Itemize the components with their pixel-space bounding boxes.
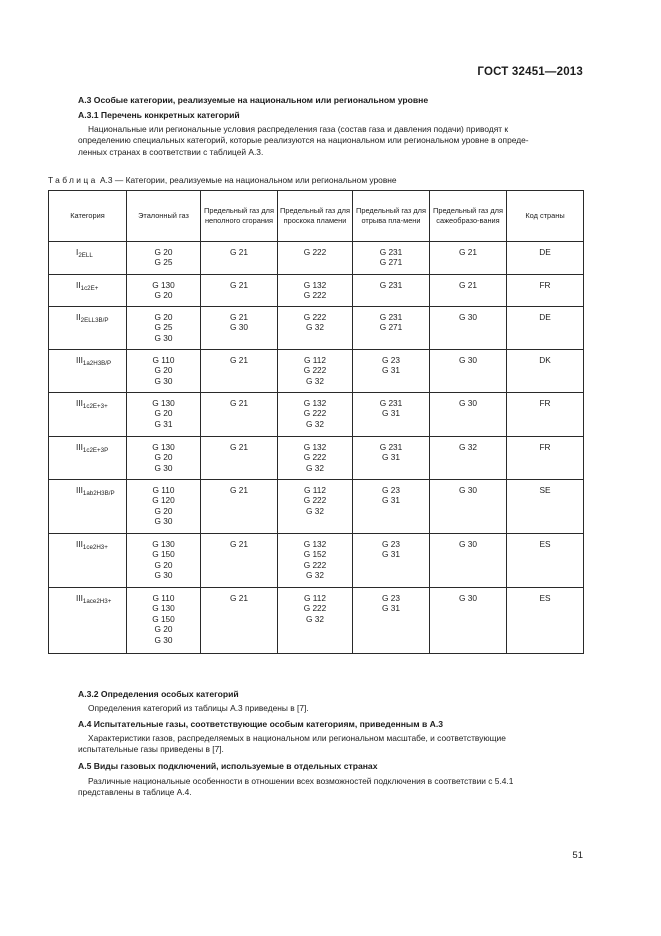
gas-value: G 132 [303,539,327,549]
gas-value: G 32 [306,462,324,473]
incomplete-combustion-cell [201,307,278,350]
gas-value: G 25 [154,322,173,333]
gas-value: G 112 [304,593,326,603]
gas-value: G 130 [152,539,175,549]
flashback-cell [278,350,353,393]
header-reference-gas: Эталонный газ [127,191,201,242]
header-flame-liftoff: Предельный газ для отрыва пла-мени [353,191,430,242]
category-main: II [76,312,81,322]
section-a4-title: А.4 Испытательные газы, соответствующие особым категориям, приведенным в А.3 [78,719,444,729]
gas-value: G 30 [154,634,173,645]
flashback-cell [278,275,353,307]
gas-value: G 20 [154,408,173,419]
gas-value: G 21 [230,355,248,365]
gas-value: G 132 [303,398,327,408]
paragraph-line: Характеристики газов, распределяемых в национальном или региональном масштабе, и соответствующие [88,733,506,743]
category-cell [49,350,127,393]
gas-value: G 30 [459,539,477,549]
gas-value: G 21 [230,247,248,257]
gas-value: G 25 [154,257,173,268]
incomplete-combustion-cell [201,437,278,480]
gas-value: G 30 [154,516,173,527]
gas-value: G 21 [230,442,248,452]
gas-value: G 32 [459,442,477,452]
gas-value: G 150 [152,613,175,624]
gas-value: G 30 [230,322,248,333]
gas-value: G 32 [306,375,324,386]
category-cell [49,275,127,307]
gas-value: G 132 [303,442,327,452]
gas-value: G 23 [382,593,400,603]
gas-value: G 231 [379,442,403,452]
country-code-cell: FR [507,275,584,307]
paragraph-line: ленных странах в соответствии с таблицей А.3. [78,146,264,157]
paragraph-line: определению специальных категорий, которые реализуются на национальном или региональном уровне в опреде- [78,135,529,146]
gas-value: G 222 [303,559,327,570]
gas-value: G 20 [154,624,173,635]
section-a31-paragraph [78,124,583,158]
table-row [49,588,584,654]
country-code-cell: FR [507,393,584,437]
table-header-row [49,191,584,242]
gas-value: G 23 [382,539,400,549]
table-row [49,307,584,350]
country-code-cell: DE [507,242,584,275]
reference-gas-cell [127,393,201,437]
gas-value: G 222 [303,312,327,322]
gas-value: G 110 [152,485,175,495]
table-row [49,350,584,393]
country-code-cell: FR [507,437,584,480]
section-a32-paragraph: Определения категорий из таблицы А.3 приведены в [7]. [88,703,309,713]
sooting-cell [430,534,507,588]
sooting-cell [430,437,507,480]
gas-value: G 130 [152,442,175,452]
gas-value: G 30 [154,570,173,581]
flashback-cell [278,393,353,437]
gas-value: G 31 [154,418,173,429]
section-a4-paragraph [78,733,583,756]
gas-value: G 20 [154,452,173,463]
category-subscript: 1a2H3B/P [82,360,112,367]
paragraph-line: представлены в таблице А.4. [78,787,192,798]
flame-liftoff-cell [353,393,430,437]
gas-value: G 110 [152,355,175,365]
header-sooting: Предельный газ для сажеобразо-вания [430,191,507,242]
gas-value: G 31 [382,603,400,614]
category-main: III [76,398,83,408]
flame-liftoff-cell [353,534,430,588]
incomplete-combustion-cell [201,393,278,437]
gas-value: G 112 [304,485,326,495]
country-code-cell: ES [507,588,584,654]
gas-value: G 112 [304,355,326,365]
category-subscript: 1c2E+3P [82,447,109,454]
category-cell [49,480,127,534]
sooting-cell [430,393,507,437]
reference-gas-cell [127,437,201,480]
flashback-cell [278,534,353,588]
gas-value: G 222 [303,365,327,376]
flashback-cell [278,242,353,275]
incomplete-combustion-cell [201,588,278,654]
gas-value: G 231 [379,398,403,408]
gas-value: G 31 [382,408,400,419]
gas-value: G 30 [459,485,477,495]
gas-value: G 231 [379,247,403,257]
page-number: 51 [572,850,583,861]
incomplete-combustion-cell [201,275,278,307]
gas-value: G 32 [306,418,324,429]
gas-value: G 30 [154,375,173,386]
gas-value: G 21 [230,485,248,495]
country-code-cell: DK [507,350,584,393]
category-subscript: 2ELL [78,252,93,259]
sooting-cell [430,275,507,307]
gas-value: G 222 [303,452,327,463]
reference-gas-cell [127,275,201,307]
category-subscript: 1c2E+3+ [82,403,108,410]
reference-gas-cell [127,588,201,654]
header-flashback: Предельный газ для проскока пламени [278,191,353,242]
gas-value: G 31 [382,452,400,463]
incomplete-combustion-cell [201,534,278,588]
gas-value: G 152 [303,549,327,560]
gas-value: G 231 [379,312,403,322]
section-a32-title: А.3.2 Определения особых категорий [78,689,239,699]
reference-gas-cell [127,534,201,588]
gas-value: G 30 [154,332,173,343]
category-main: III [76,539,83,549]
section-a3-title: А.3 Особые категории, реализуемые на национальном или региональном уровне [78,95,429,105]
reference-gas-cell [127,480,201,534]
flashback-cell [278,437,353,480]
category-subscript: 1ab2H3B/P [82,490,115,497]
sooting-cell [430,588,507,654]
flame-liftoff-cell [353,350,430,393]
standard-header: ГОСТ 32451—2013 [477,66,583,78]
table-row [49,242,584,275]
category-cell [49,437,127,480]
reference-gas-cell [127,242,201,275]
gas-value: G 30 [459,355,477,365]
gas-value: G 222 [303,495,327,506]
gas-value: G 32 [306,322,324,333]
gas-value: G 30 [154,462,173,473]
gas-value: G 32 [306,613,324,624]
flashback-cell [278,307,353,350]
gas-value: G 21 [230,398,248,408]
section-a31-title: А.3.1 Перечень конкретных категорий [78,110,240,120]
paragraph-line: Национальные или региональные условия распределения газа (состав газа и давления подачи) приводят к [88,124,509,134]
incomplete-combustion-cell [201,480,278,534]
category-cell [49,307,127,350]
gas-value: G 130 [152,603,175,614]
gas-value: G 23 [382,485,400,495]
gas-value: G 120 [152,495,175,506]
gas-value: G 110 [152,593,175,603]
table-caption-text: А.3 — Категории, реализуемые на национальном или региональном уровне [99,175,397,185]
flame-liftoff-cell [353,437,430,480]
flame-liftoff-cell [353,242,430,275]
sooting-cell [430,480,507,534]
gas-value: G 32 [306,505,324,516]
reference-gas-cell [127,307,201,350]
category-main: II [76,280,81,290]
gas-value: G 130 [152,280,175,290]
table-row [49,393,584,437]
paragraph-line: испытательные газы приведены в [7]. [78,744,224,755]
gas-value: G 20 [154,505,173,516]
flame-liftoff-cell [353,275,430,307]
paragraph-line: Различные национальные особенности в отношении всех возможностей подключения в соответствии с 5.4.1 [88,776,514,786]
country-code-cell: ES [507,534,584,588]
category-cell [49,588,127,654]
gas-value: G 271 [379,257,403,268]
flame-liftoff-cell [353,480,430,534]
gas-value: G 21 [459,247,477,257]
gas-value: G 31 [382,365,400,376]
gas-value: G 20 [154,312,173,322]
gas-value: G 30 [459,312,477,322]
incomplete-combustion-cell [201,242,278,275]
gas-value: G 222 [303,408,327,419]
gas-value: G 21 [230,539,248,549]
gas-value: G 222 [303,290,327,301]
category-main: I [76,247,79,257]
header-country-code: Код страны [507,191,584,242]
gas-value: G 231 [379,280,403,290]
gas-value: G 23 [382,355,400,365]
category-main: III [76,485,83,495]
gas-value: G 130 [152,398,175,408]
gas-value: G 20 [154,559,173,570]
section-a5-title: А.5 Виды газовых подключений, используемые в отдельных странах [78,761,378,771]
gas-value: G 20 [154,365,173,376]
sooting-cell [430,350,507,393]
sooting-cell [430,307,507,350]
reference-gas-cell [127,350,201,393]
header-category: Категория [49,191,127,242]
header-incomplete-combustion: Предельный газ для неполного сгорания [201,191,278,242]
gas-value: G 30 [459,593,477,603]
gas-value: G 150 [152,549,175,560]
sooting-cell [430,242,507,275]
flashback-cell [278,588,353,654]
category-subscript: 1c2E+ [80,285,99,292]
table-row [49,480,584,534]
gas-value: G 132 [303,280,327,290]
flashback-cell [278,480,353,534]
table-row [49,534,584,588]
gas-value: G 20 [154,290,173,301]
incomplete-combustion-cell [201,350,278,393]
category-main: III [76,442,83,452]
country-code-cell: SE [507,480,584,534]
categories-table [48,190,584,654]
category-subscript: 2ELL3B/P [80,317,109,324]
gas-value: G 21 [230,593,248,603]
category-cell [49,242,127,275]
category-main: III [76,355,83,365]
category-subscript: 1ce2H3+ [82,544,108,551]
flame-liftoff-cell [353,307,430,350]
table-caption [48,175,397,185]
gas-value: G 21 [230,312,248,322]
category-cell [49,393,127,437]
gas-value: G 31 [382,495,400,506]
gas-value: G 31 [382,549,400,560]
table-row [49,437,584,480]
gas-value: G 32 [306,570,324,581]
gas-value: G 21 [230,280,248,290]
table-caption-label: Таблица [48,175,98,185]
country-code-cell: DE [507,307,584,350]
category-main: III [76,593,83,603]
gas-value: G 30 [459,398,477,408]
gas-value: G 222 [303,247,327,257]
gas-value: G 21 [459,280,477,290]
category-cell [49,534,127,588]
gas-value: G 222 [303,603,327,614]
flame-liftoff-cell [353,588,430,654]
table-row [49,275,584,307]
gas-value: G 271 [379,322,403,333]
section-a5-paragraph [78,776,583,799]
gas-value: G 20 [154,247,173,257]
category-subscript: 1ace2H3+ [82,598,112,605]
